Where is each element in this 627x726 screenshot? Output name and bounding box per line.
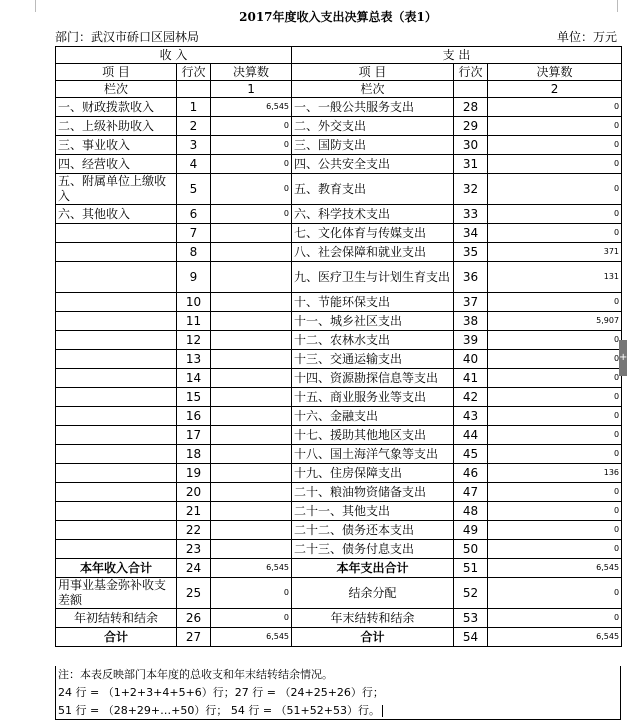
- table-row: [56, 331, 622, 350]
- expense-item: 十四、资源勘探信息等支出: [292, 369, 454, 388]
- table-row: [56, 262, 622, 293]
- income-line: 18: [177, 445, 211, 464]
- notes-block: [55, 666, 621, 720]
- expense-item: 一、一般公共服务支出: [292, 98, 454, 117]
- expense-amount: 0: [488, 540, 622, 559]
- income-item: [56, 369, 177, 388]
- income-item: [56, 224, 177, 243]
- income-line: 6: [177, 205, 211, 224]
- income-total-item: 年初结转和结余: [56, 609, 177, 628]
- expense-total-line: 51: [454, 559, 488, 578]
- income-line: 8: [177, 243, 211, 262]
- income-total-amount: 0: [211, 609, 292, 628]
- expense-item: 十九、住房保障支出: [292, 464, 454, 483]
- table-row: [56, 540, 622, 559]
- expense-line: 36: [454, 262, 488, 293]
- table-row: [56, 312, 622, 331]
- lanci-empty-expense: [454, 81, 488, 98]
- income-amount: [211, 293, 292, 312]
- table-row: [56, 174, 622, 205]
- note-line-1: 注：本表反映部门本年度的总收支和年末结转结余情况。: [58, 668, 333, 681]
- expense-amount: 0: [488, 369, 622, 388]
- income-total-item: 合计: [56, 628, 177, 647]
- expense-item: 十、节能环保支出: [292, 293, 454, 312]
- expense-total-item: 年末结转和结余: [292, 609, 454, 628]
- expense-total-amount: 6,545: [488, 628, 622, 647]
- section-header-row: [56, 47, 622, 64]
- expense-total-item: 合计: [292, 628, 454, 647]
- income-amount: [211, 483, 292, 502]
- income-line: 11: [177, 312, 211, 331]
- income-line-header: 行次: [177, 64, 211, 81]
- table-row: [56, 369, 622, 388]
- expense-line: 28: [454, 98, 488, 117]
- report-title: 2017年度收入支出决算总表（表1）: [239, 10, 437, 24]
- income-item: 三、事业收入: [56, 136, 177, 155]
- income-amount: 0: [211, 136, 292, 155]
- expense-item: 二十一、其他支出: [292, 502, 454, 521]
- table-row: [56, 293, 622, 312]
- income-line: 1: [177, 98, 211, 117]
- column-header-row: [56, 64, 622, 81]
- expense-line: 31: [454, 155, 488, 174]
- expense-total-item: 本年支出合计: [292, 559, 454, 578]
- income-line: 5: [177, 174, 211, 205]
- expense-amount: 0: [488, 205, 622, 224]
- income-total-line: 25: [177, 578, 211, 609]
- expense-amount: 0: [488, 350, 622, 369]
- income-amount: [211, 262, 292, 293]
- expense-item: 十二、农林水支出: [292, 331, 454, 350]
- income-line: 4: [177, 155, 211, 174]
- expense-amount-header: 决算数: [488, 64, 622, 81]
- expense-line: 50: [454, 540, 488, 559]
- expense-amount: 0: [488, 224, 622, 243]
- income-item: 一、财政拨款收入: [56, 98, 177, 117]
- expense-amount: 0: [488, 445, 622, 464]
- expense-item: 七、文化体育与传媒支出: [292, 224, 454, 243]
- income-amount: [211, 464, 292, 483]
- income-amount: 0: [211, 117, 292, 136]
- expense-line: 47: [454, 483, 488, 502]
- expense-line: 48: [454, 502, 488, 521]
- income-item: [56, 293, 177, 312]
- income-line: 15: [177, 388, 211, 407]
- summary-table: [55, 46, 622, 647]
- total-row: [56, 578, 622, 609]
- income-amount: [211, 502, 292, 521]
- table-row: [56, 350, 622, 369]
- income-amount: 0: [211, 155, 292, 174]
- expense-amount: 0: [488, 331, 622, 350]
- expense-amount: 0: [488, 521, 622, 540]
- income-item: [56, 426, 177, 445]
- table-row: [56, 483, 622, 502]
- table-row: [56, 445, 622, 464]
- lanci-empty-income: [177, 81, 211, 98]
- total-row: [56, 609, 622, 628]
- income-total-line: 24: [177, 559, 211, 578]
- income-line: 7: [177, 224, 211, 243]
- expense-line: 44: [454, 426, 488, 445]
- expense-amount: 0: [488, 407, 622, 426]
- income-line: 2: [177, 117, 211, 136]
- income-item: 二、上级补助收入: [56, 117, 177, 136]
- table-row: [56, 521, 622, 540]
- income-amount: 6,545: [211, 98, 292, 117]
- expense-total-item: 结余分配: [292, 578, 454, 609]
- expense-amount: 0: [488, 98, 622, 117]
- expense-item: 四、公共安全支出: [292, 155, 454, 174]
- expense-amount: 0: [488, 483, 622, 502]
- expense-amount: 0: [488, 155, 622, 174]
- income-total-amount: 6,545: [211, 628, 292, 647]
- income-amount: [211, 388, 292, 407]
- income-item-header: 项 目: [56, 64, 177, 81]
- income-line: 20: [177, 483, 211, 502]
- income-line: 13: [177, 350, 211, 369]
- income-item: [56, 388, 177, 407]
- table-row: [56, 388, 622, 407]
- income-total-line: 26: [177, 609, 211, 628]
- income-header: 收 入: [56, 47, 292, 64]
- income-line: 17: [177, 426, 211, 445]
- expense-item: 二、外交支出: [292, 117, 454, 136]
- expense-total-amount: 0: [488, 609, 622, 628]
- note-line-2: 24 行 = （1+2+3+4+5+6）行；27 行 = （24+25+26）行；: [58, 686, 384, 699]
- income-total-line: 27: [177, 628, 211, 647]
- table-row: [56, 155, 622, 174]
- table-row: [56, 117, 622, 136]
- expense-item: 五、教育支出: [292, 174, 454, 205]
- expense-line: 35: [454, 243, 488, 262]
- lanci-2: 2: [488, 81, 622, 98]
- expense-total-line: 53: [454, 609, 488, 628]
- expense-line: 29: [454, 117, 488, 136]
- table-row: [56, 426, 622, 445]
- income-line: 9: [177, 262, 211, 293]
- income-item: 六、其他收入: [56, 205, 177, 224]
- text-cursor: [382, 705, 383, 717]
- income-item: [56, 262, 177, 293]
- expense-item: 二十、粮油物资储备支出: [292, 483, 454, 502]
- income-amount: [211, 407, 292, 426]
- unit-label: 单位：万元: [556, 30, 617, 44]
- expense-line: 42: [454, 388, 488, 407]
- table-row: [56, 243, 622, 262]
- expense-amount: 0: [488, 502, 622, 521]
- expense-item: 三、国防支出: [292, 136, 454, 155]
- income-item: [56, 445, 177, 464]
- expense-amount: 0: [488, 117, 622, 136]
- income-item: [56, 350, 177, 369]
- expense-amount: 371: [488, 243, 622, 262]
- income-item: 四、经营收入: [56, 155, 177, 174]
- income-amount: [211, 445, 292, 464]
- income-line: 23: [177, 540, 211, 559]
- income-amount: 0: [211, 174, 292, 205]
- table-row: [56, 407, 622, 426]
- total-row: [56, 628, 622, 647]
- income-amount: [211, 312, 292, 331]
- income-amount: [211, 224, 292, 243]
- note-line-3-text: 51 行 = （28+29+…+50）行； 54 行 = （51+52+53）行。: [58, 704, 380, 717]
- income-line: 19: [177, 464, 211, 483]
- expense-item: 八、社会保障和就业支出: [292, 243, 454, 262]
- income-item: [56, 243, 177, 262]
- table-row: [56, 224, 622, 243]
- department-label: 部门：武汉市硚口区园林局: [55, 30, 200, 44]
- income-line: 10: [177, 293, 211, 312]
- lanci-label-income: 栏次: [56, 81, 177, 98]
- income-item: [56, 331, 177, 350]
- expense-total-amount: 6,545: [488, 559, 622, 578]
- income-line: 16: [177, 407, 211, 426]
- income-amount: [211, 243, 292, 262]
- lanci-1: 1: [211, 81, 292, 98]
- income-total-amount: 6,545: [211, 559, 292, 578]
- income-line: 14: [177, 369, 211, 388]
- expense-amount: 0: [488, 426, 622, 445]
- expense-item: 二十二、债务还本支出: [292, 521, 454, 540]
- income-item: [56, 540, 177, 559]
- expense-line: 45: [454, 445, 488, 464]
- expense-line: 46: [454, 464, 488, 483]
- table-row: [56, 136, 622, 155]
- income-amount: [211, 331, 292, 350]
- expense-amount: 131: [488, 262, 622, 293]
- expense-item: 十一、城乡社区支出: [292, 312, 454, 331]
- expense-item-header: 项 目: [292, 64, 454, 81]
- income-line: 22: [177, 521, 211, 540]
- income-total-item: 用事业基金弥补收支差额: [56, 578, 177, 609]
- expense-line-header: 行次: [454, 64, 488, 81]
- expense-total-line: 54: [454, 628, 488, 647]
- expense-amount: 0: [488, 136, 622, 155]
- income-line: 21: [177, 502, 211, 521]
- expense-line: 32: [454, 174, 488, 205]
- expense-line: 39: [454, 331, 488, 350]
- income-item: [56, 521, 177, 540]
- table-row: [56, 464, 622, 483]
- income-line: 3: [177, 136, 211, 155]
- expense-amount: 0: [488, 388, 622, 407]
- income-item: [56, 407, 177, 426]
- income-amount-header: 决算数: [211, 64, 292, 81]
- income-item: [56, 483, 177, 502]
- income-amount: [211, 350, 292, 369]
- header-info: [55, 28, 621, 46]
- lanci-label-expense: 栏次: [292, 81, 454, 98]
- expense-line: 40: [454, 350, 488, 369]
- expense-line: 30: [454, 136, 488, 155]
- expense-line: 34: [454, 224, 488, 243]
- expense-item: 十六、金融支出: [292, 407, 454, 426]
- expense-amount: 5,907: [488, 312, 622, 331]
- expense-amount: 136: [488, 464, 622, 483]
- table-row: [56, 205, 622, 224]
- income-amount: [211, 540, 292, 559]
- expense-header: 支 出: [292, 47, 622, 64]
- income-amount: [211, 426, 292, 445]
- table-row: [56, 98, 622, 117]
- note-line-3: [58, 702, 620, 720]
- expense-line: 43: [454, 407, 488, 426]
- lanci-row: [56, 81, 622, 98]
- expense-total-line: 52: [454, 578, 488, 609]
- column-guide-left: [35, 0, 36, 12]
- expense-item: 十五、商业服务业等支出: [292, 388, 454, 407]
- expense-item: 六、科学技术支出: [292, 205, 454, 224]
- income-item: [56, 312, 177, 331]
- income-line: 12: [177, 331, 211, 350]
- expense-item: 十三、交通运输支出: [292, 350, 454, 369]
- expense-total-amount: 0: [488, 578, 622, 609]
- income-total-item: 本年收入合计: [56, 559, 177, 578]
- expense-item: 十八、国土海洋气象等支出: [292, 445, 454, 464]
- expense-item: 二十三、债务付息支出: [292, 540, 454, 559]
- table-row: [56, 502, 622, 521]
- expense-line: 37: [454, 293, 488, 312]
- expense-line: 38: [454, 312, 488, 331]
- report-sheet: [55, 6, 621, 647]
- income-item: 五、附属单位上缴收入: [56, 174, 177, 205]
- expense-item: 十七、援助其他地区支出: [292, 426, 454, 445]
- side-expand-button[interactable]: +: [619, 340, 627, 376]
- income-amount: [211, 369, 292, 388]
- expense-amount: 0: [488, 293, 622, 312]
- income-item: [56, 502, 177, 521]
- expense-line: 33: [454, 205, 488, 224]
- income-amount: [211, 521, 292, 540]
- income-item: [56, 464, 177, 483]
- expense-item: 九、医疗卫生与计划生育支出: [292, 262, 454, 293]
- income-total-amount: 0: [211, 578, 292, 609]
- income-amount: 0: [211, 205, 292, 224]
- expense-line: 49: [454, 521, 488, 540]
- expense-line: 41: [454, 369, 488, 388]
- total-row: [56, 559, 622, 578]
- expense-amount: 0: [488, 174, 622, 205]
